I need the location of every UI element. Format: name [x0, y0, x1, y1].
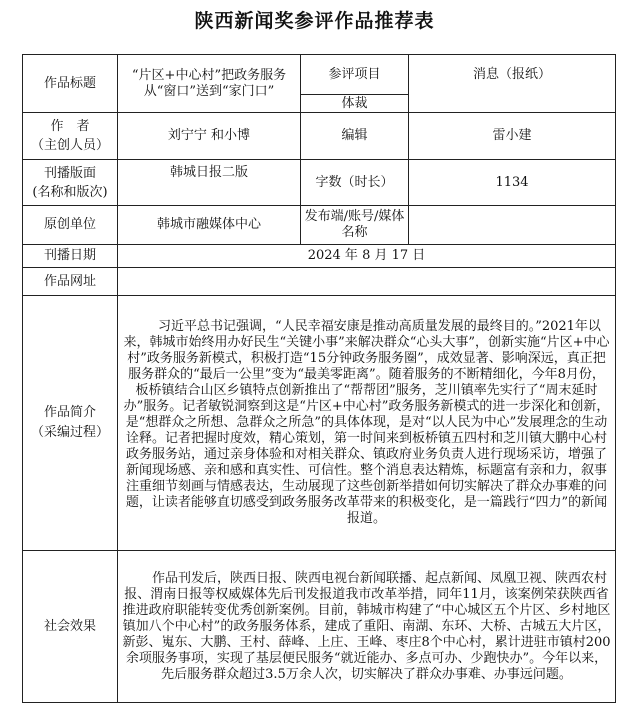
impact-text [118, 551, 616, 703]
row-date [23, 245, 616, 268]
date-label: 刊播日期 [23, 245, 118, 268]
url-label: 作品网址 [23, 268, 118, 296]
row-url [23, 268, 616, 296]
unit-label: 原创单位 [23, 206, 118, 245]
impact-paragraph: 作品刊发后，陕西日报、陕西电视台新闻联播、起点新闻、凤凰卫视、陕西农村报、渭南日报等权威媒体先后刊发报道我市改革举措，同年11月，该案例荣获陕西省推进政府职能转变优秀创新案例。目前，韩城市构建了“中心城区五个片区、乡村地区镇加八个中心村”的政务服务体系，建成了重阳、南湖、东环、大桥、古城五大片区，新彭、嵬东、大鹏、王村、薛峰、上庄、王峰、枣庄8个中心村，累计进驻市镇村200余项服务事项，实现了基层便民服务“就近能办、多点可办、少跑快办”。今年以来，先后服务群众超过3.5万余人次，切实解决了群众办事难、办事远问题。 [122, 570, 611, 682]
row-unit [23, 206, 616, 245]
recommendation-table [22, 54, 616, 703]
unit-value: 韩城市融媒体中心 [118, 206, 301, 245]
editor-value: 雷小建 [409, 113, 616, 160]
row-impact [23, 551, 616, 703]
work-title-value: “片区+中心村”把政务服务从“窗口”送到“家门口” [118, 55, 301, 113]
layout-label: 刊播版面 (名称和版次) [23, 160, 118, 206]
row-summary [23, 296, 616, 551]
entry-item-value: 消息（报纸） [409, 55, 616, 113]
author-value: 刘宁宁 和小博 [118, 113, 301, 160]
impact-label: 社会效果 [23, 551, 118, 703]
genre-label: 体裁 [301, 95, 409, 113]
layout-value: 韩城日报二版 [118, 160, 301, 206]
summary-label: 作品简介 （采编过程） [23, 296, 118, 551]
editor-label: 编辑 [301, 113, 409, 160]
summary-text [118, 296, 616, 551]
date-value: 2024 年 8 月 17 日 [118, 245, 616, 268]
author-label: 作 者 （主创人员） [23, 113, 118, 160]
entry-item-label: 参评项目 [301, 55, 409, 95]
summary-paragraph: 习近平总书记强调，“人民幸福安康是推动高质量发展的最终目的。”2021年以来，韩城市始终用办好民生“关键小事”来解决群众“心头大事”，创新实施“片区+中心村”政务服务新模式，积极打造“15分钟政务服务圈”，成效显著、影响深远，真正把服务群众的“最后一公里”变为“最美零距离”。随着服务的不断精细化，今年8月份，板桥镇结合山区乡镇特点创新推出了“帮帮团”服务，芝川镇率先实行了“周末延时办”服务。记者敏锐洞察到这是“片区+中心村”政务服务新模式的进一步深化和创新，是“想群众之所想、急群众之所急”的具体体现，是对“以人民为中心”发展理念的生动诠释。记者把握时度效，精心策划，第一时间来到板桥镇五四村和芝川镇大鹏中心村政务服务站，通过亲身体验和对相关群众、镇政府业务负责人进行现场采访，增强了新闻现场感、亲和感和真实性、可信性。整个消息表达精炼，标题富有亲和力，叙事注重细节刻画与情感表达，生动展现了这些创新举措如何切实解决了群众办事难的问题，让读者能够直切感受到政务服务改革带来的积极变化，是一篇践行“四力”的新闻报道。 [123, 319, 610, 526]
page-title: 陕西新闻奖参评作品推荐表 [194, 10, 435, 32]
word-count-label: 字数（时长） [301, 160, 409, 206]
url-value [118, 268, 616, 296]
word-count-value: 1134 [409, 160, 616, 206]
platform-value [409, 206, 616, 245]
platform-label: 发布端/账号/媒体名称 [301, 206, 409, 245]
row-author [23, 113, 616, 160]
row-work-title [23, 55, 616, 95]
work-title-label: 作品标题 [23, 55, 118, 113]
row-layout [23, 160, 616, 206]
